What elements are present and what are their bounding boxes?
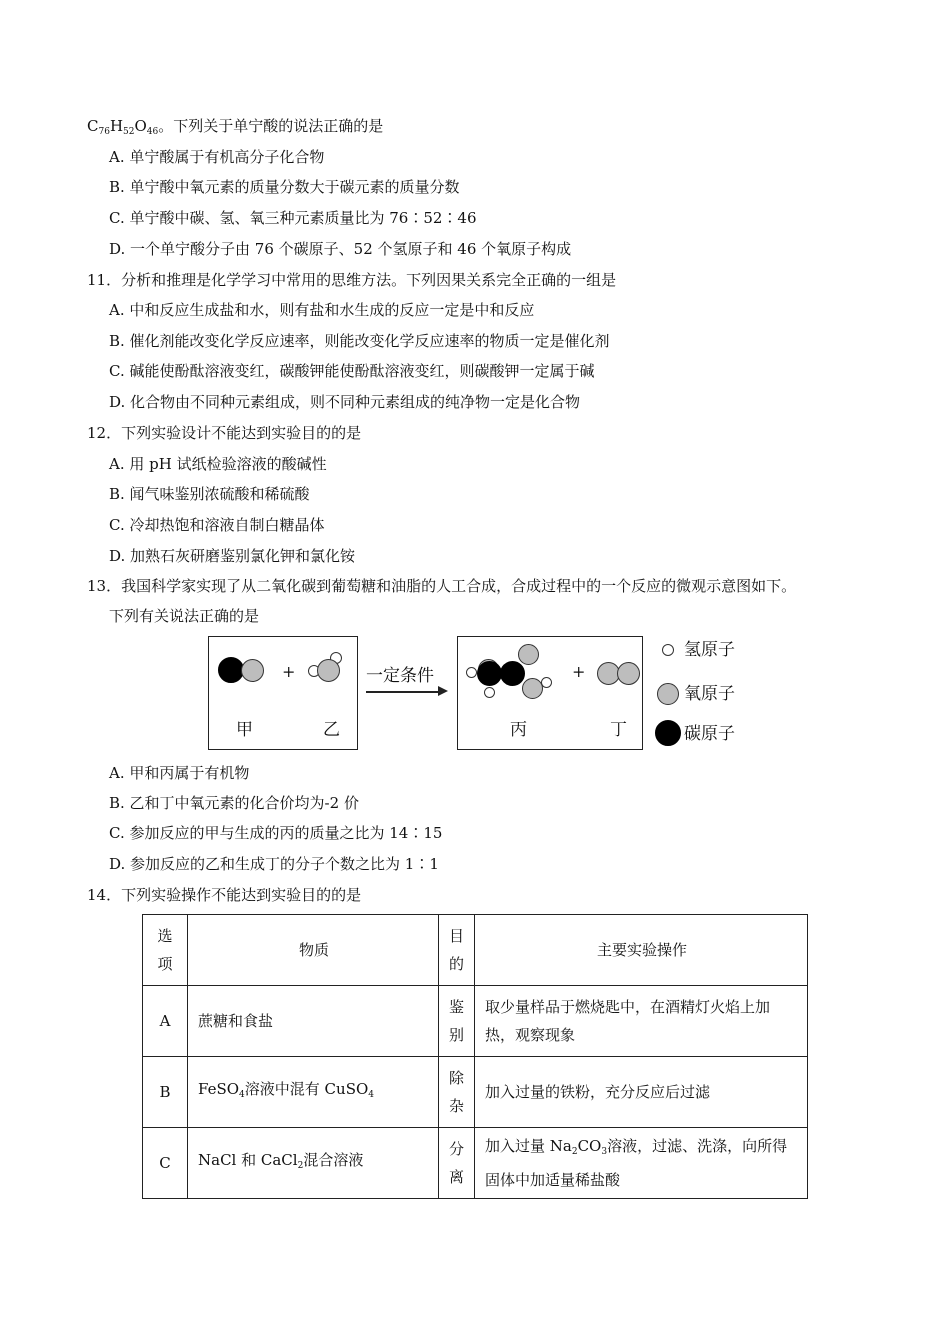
label-yi: 乙 <box>323 720 340 740</box>
bing-hydrogen-atom-2 <box>484 687 495 698</box>
label-jia: 甲 <box>236 720 253 740</box>
reaction-condition: 一定条件 <box>366 666 434 686</box>
legend-carbon-atom <box>655 720 681 746</box>
q11-option-d: D. 化合物由不同种元素组成，则不同种元素组成的纯净物一定是化合物 <box>109 393 581 411</box>
q10-stem <box>87 116 383 142</box>
row-b-purpose: 除杂 <box>439 1057 475 1128</box>
ding-oxygen-atom-2 <box>617 662 640 685</box>
row-c-option: C <box>143 1128 188 1199</box>
row-b-substance: FeSO$_4$溶液中混有 CuSO$_4$ <box>188 1057 439 1128</box>
formula-h: H <box>109 117 124 135</box>
plus-sign-left: + <box>282 662 296 681</box>
q12-option-a: A. 用 pH 试纸检验溶液的酸碱性 <box>109 455 327 473</box>
header-option: 选项 <box>143 915 188 986</box>
row-a-purpose: 鉴别 <box>439 986 475 1057</box>
experiment-table <box>142 914 808 1199</box>
legend-oxygen-atom <box>657 683 679 705</box>
table-row <box>143 1128 808 1199</box>
bing-hydrogen-atom-1 <box>466 667 477 678</box>
formula-c: C <box>87 117 99 135</box>
row-a-operation: 取少量样品于燃烧匙中，在酒精灯火焰上加热，观察现象 <box>475 986 808 1057</box>
label-bing: 丙 <box>510 720 527 740</box>
header-operation: 主要实验操作 <box>475 915 808 986</box>
q11-option-a: A. 中和反应生成盐和水，则有盐和水生成的反应一定是中和反应 <box>109 301 535 319</box>
q13-option-c: C. 参加反应的甲与生成的丙的质量之比为 14∶15 <box>109 824 443 842</box>
plus-sign-right: + <box>572 662 586 681</box>
table-header-row <box>143 915 808 986</box>
q10-option-a: A. 单宁酸属于有机高分子化合物 <box>109 148 325 166</box>
formula-c-sub: 76 <box>98 127 110 137</box>
bing-oxygen-atom-3 <box>522 678 543 699</box>
formula-o-sub: 46 <box>146 127 159 137</box>
row-a-option: A <box>143 986 188 1057</box>
row-c-purpose: 分离 <box>439 1128 475 1199</box>
legend-hydrogen-label: 氢原子 <box>684 640 735 660</box>
q10-option-d: D. 一个单宁酸分子由 76 个碳原子、52 个氢原子和 46 个氧原子构成 <box>109 240 572 258</box>
jia-oxygen-atom <box>241 659 264 682</box>
q11-stem: 11．分析和推理是化学学习中常用的思维方法。下列因果关系完全正确的一组是 <box>87 271 617 289</box>
formula-o: O <box>134 117 147 135</box>
q12-option-c: C. 冷却热饱和溶液自制白糖晶体 <box>109 516 325 534</box>
row-b-operation: 加入过量的铁粉，充分反应后过滤 <box>475 1057 808 1128</box>
yi-oxygen-atom <box>317 659 340 682</box>
formula-h-sub: 52 <box>123 127 135 137</box>
q10-option-c: C. 单宁酸中碳、氢、氧三种元素质量比为 76∶52∶46 <box>109 209 477 227</box>
header-substance: 物质 <box>188 915 439 986</box>
label-ding: 丁 <box>610 720 627 740</box>
q11-option-b: B. 催化剂能改变化学反应速率，则能改变化学反应速率的物质一定是催化剂 <box>109 332 610 350</box>
legend-oxygen-label: 氧原子 <box>684 684 735 704</box>
q13-option-d: D. 参加反应的乙和生成丁的分子个数之比为 1∶1 <box>109 855 439 873</box>
bing-carbon-atom-2 <box>500 661 525 686</box>
table-row <box>143 986 808 1057</box>
q10-option-b: B. 单宁酸中氧元素的质量分数大于碳元素的质量分数 <box>109 178 460 196</box>
q12-stem: 12．下列实验设计不能达到实验目的的是 <box>87 424 362 442</box>
q13-option-a: A. 甲和丙属于有机物 <box>109 764 250 782</box>
q13-stem-2: 下列有关说法正确的是 <box>109 607 260 625</box>
row-c-operation: 加入过量 $Na_2CO_3$溶液，过滤、洗涤，向所得固体中加适量稀盐酸 <box>475 1128 808 1199</box>
row-c-substance: NaCl 和 CaCl$_2$混合溶液 <box>188 1128 439 1199</box>
row-b-option: B <box>143 1057 188 1128</box>
q12-option-b: B. 闻气味鉴别浓硫酸和稀硫酸 <box>109 485 310 503</box>
table-row <box>143 1057 808 1128</box>
header-purpose: 目的 <box>439 915 475 986</box>
legend-hydrogen-atom <box>662 644 674 656</box>
bing-oxygen-atom-2 <box>518 644 539 665</box>
reaction-arrow-head <box>438 686 448 696</box>
q13-stem: 13．我国科学家实现了从二氧化碳到葡萄糖和油脂的人工合成，合成过程中的一个反应的微观示意图如下。 <box>87 577 797 595</box>
q13-option-b: B. 乙和丁中氧元素的化合价均为-2 价 <box>109 794 359 812</box>
q12-option-d: D. 加熟石灰研磨鉴别氯化钾和氯化铵 <box>109 547 356 565</box>
q11-option-c: C. 碱能使酚酞溶液变红，碳酸钾能使酚酞溶液变红，则碳酸钾一定属于碱 <box>109 362 595 380</box>
bing-carbon-atom-1 <box>477 661 502 686</box>
q14-stem: 14．下列实验操作不能达到实验目的的是 <box>87 886 362 904</box>
row-a-substance: 蔗糖和食盐 <box>188 986 439 1057</box>
reaction-diagram <box>200 630 760 755</box>
legend-carbon-label: 碳原子 <box>684 724 735 744</box>
reaction-arrow <box>366 691 438 693</box>
q10-stem-tail: 。下列关于单宁酸的说法正确的是 <box>158 117 384 135</box>
bing-hydrogen-atom-3 <box>541 677 552 688</box>
